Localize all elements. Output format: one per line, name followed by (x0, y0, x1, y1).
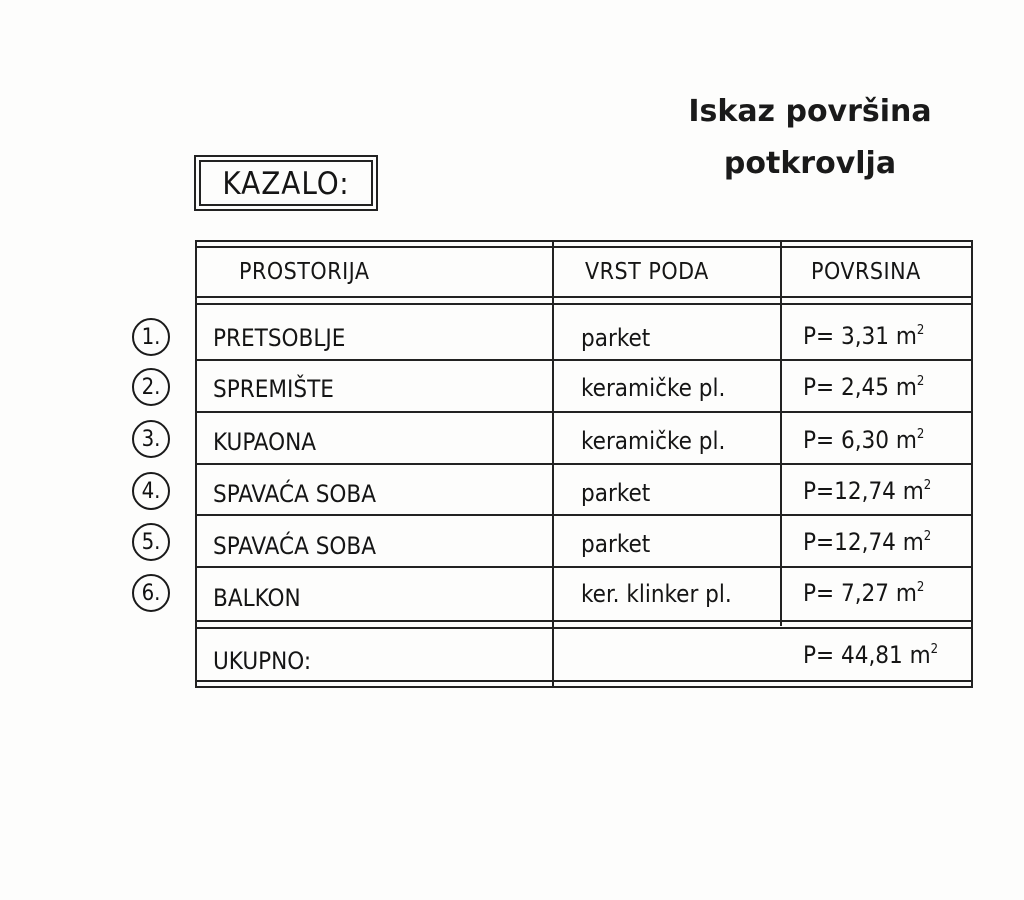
row-divider (197, 566, 971, 568)
total-label: UKUPNO: (213, 647, 312, 675)
row-1-area: P= 3,31 $m^2$ (803, 322, 925, 350)
row-divider (197, 411, 971, 413)
row-divider (197, 296, 971, 298)
row-divider (197, 627, 971, 629)
header-room: PROSTORIJA (239, 259, 370, 285)
page-title-line-2: potkrovlja (723, 146, 897, 181)
index-label: KAZALO: (222, 166, 350, 202)
row-divider (197, 680, 971, 682)
row-4-area: P=12,74 $m^2$ (803, 477, 932, 505)
row-divider (197, 514, 971, 516)
row-divider (197, 463, 971, 465)
row-number-6: 6. (132, 574, 170, 612)
row-2-floor: keramičke pl. (581, 374, 726, 402)
row-4-floor: parket (581, 479, 651, 507)
row-number-2: 2. (132, 368, 170, 406)
row-6-floor: ker. klinker pl. (581, 580, 732, 608)
row-1-floor: parket (581, 324, 651, 352)
row-1-room: PRETSOBLJE (213, 324, 346, 352)
row-divider (197, 620, 971, 622)
row-5-floor: parket (581, 530, 651, 558)
row-divider (197, 359, 971, 361)
row-number-1: 1. (132, 318, 170, 356)
row-divider (197, 246, 971, 248)
total-area: P= 44,81 $m^2$ (803, 641, 939, 669)
row-5-area: P=12,74 $m^2$ (803, 528, 932, 556)
index-box (194, 155, 378, 211)
row-4-room: SPAVAĆA SOBA (213, 480, 376, 508)
page-title (640, 86, 980, 190)
column-divider (780, 242, 782, 626)
header-area: POVRSINA (811, 259, 921, 285)
row-divider (197, 303, 971, 305)
row-3-area: P= 6,30 $m^2$ (803, 426, 925, 454)
header-floor: VRST PODA (585, 259, 709, 285)
row-3-room: KUPAONA (213, 428, 317, 456)
row-6-room: BALKON (213, 584, 301, 612)
row-2-room: SPREMIŠTE (213, 375, 334, 403)
row-number-3: 3. (132, 420, 170, 458)
row-2-area: P= 2,45 $m^2$ (803, 373, 925, 401)
row-6-area: P= 7,27 $m^2$ (803, 579, 925, 607)
row-number-4: 4. (132, 472, 170, 510)
row-3-floor: keramičke pl. (581, 427, 726, 455)
row-5-room: SPAVAĆA SOBA (213, 532, 376, 560)
page-title-line-1: Iskaz površina (688, 94, 932, 129)
row-number-5: 5. (132, 523, 170, 561)
area-table (195, 240, 973, 688)
